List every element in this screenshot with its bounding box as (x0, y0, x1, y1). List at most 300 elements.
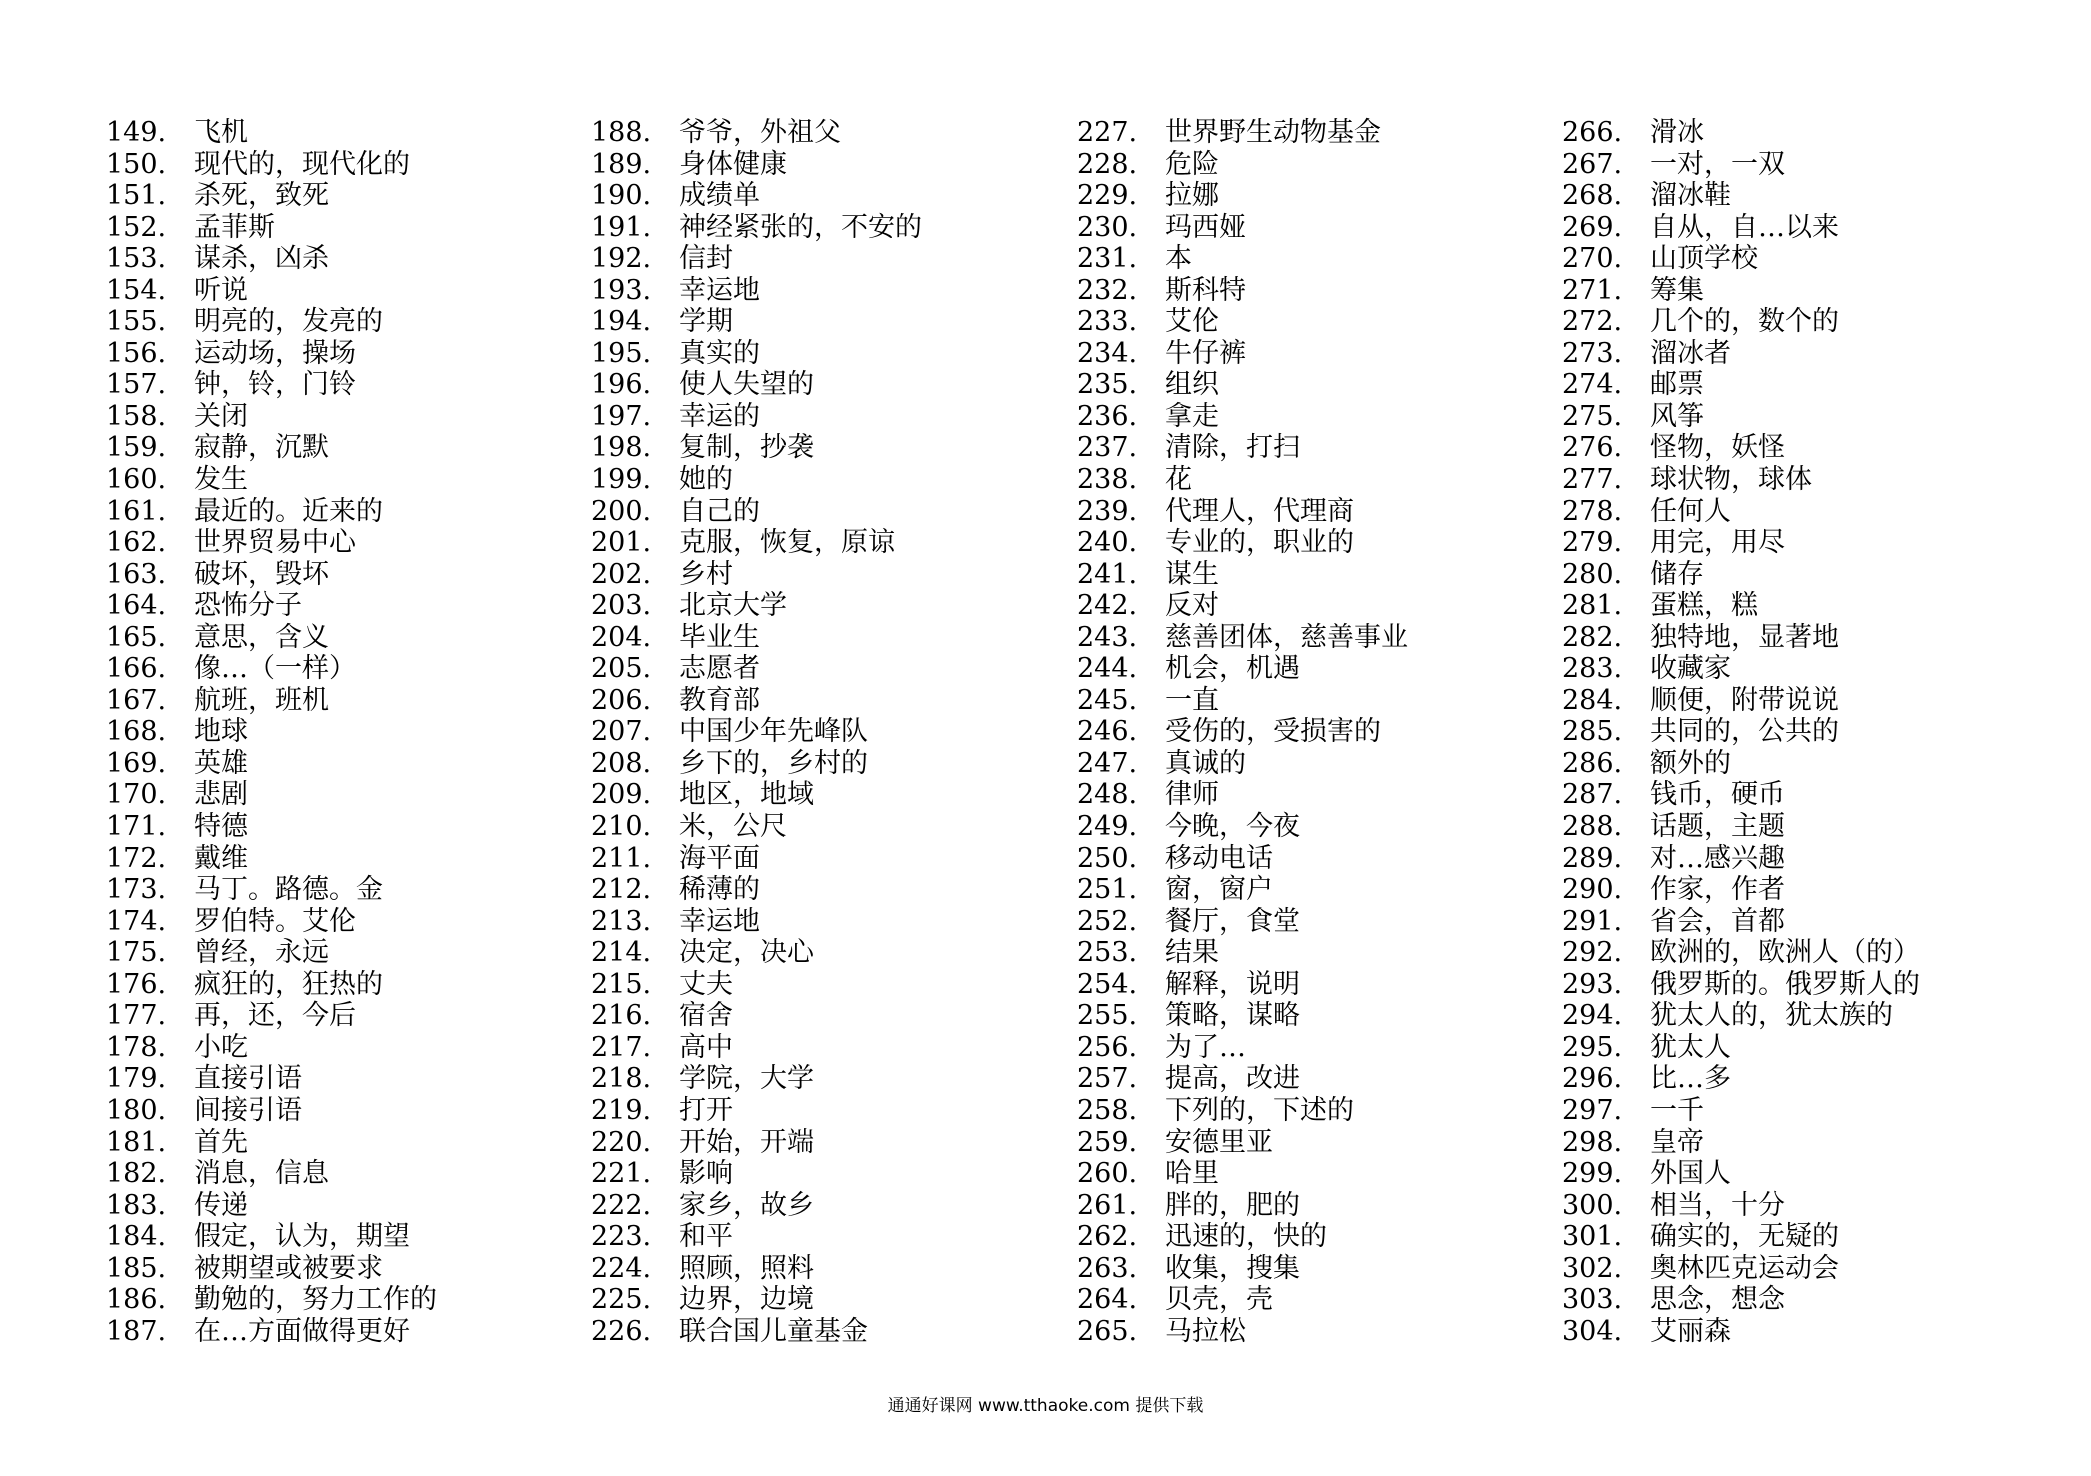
vocab-entry (1077, 275, 1557, 307)
entry-meaning: 收藏家 (1650, 653, 1731, 685)
entry-meaning: 自己的 (679, 495, 760, 527)
entry-number: 202. (591, 558, 652, 590)
entry-number: 249. (1077, 811, 1138, 843)
entry-number: 256. (1077, 1031, 1138, 1063)
vocab-entry (106, 906, 586, 938)
vocab-entry (106, 559, 586, 591)
entry-meaning: 幸运地 (679, 274, 760, 306)
entry-number: 247. (1077, 747, 1138, 779)
vocab-entry (106, 369, 586, 401)
entry-number: 234. (1077, 337, 1138, 369)
vocab-entry (106, 1000, 586, 1032)
entry-meaning: 顺便，附带说说 (1650, 684, 1839, 716)
vocab-entry (106, 275, 586, 307)
entry-meaning: 罗伯特。艾伦 (194, 905, 356, 937)
vocab-entry (591, 559, 1071, 591)
vocab-entry (591, 464, 1071, 496)
entry-meaning: 怪物，妖怪 (1650, 432, 1785, 464)
entry-number: 275. (1562, 400, 1623, 432)
vocab-entry (106, 1063, 586, 1095)
entry-meaning: 运动场，操场 (194, 337, 356, 369)
entry-meaning: 话题，主题 (1650, 811, 1785, 843)
entry-meaning: 钟，铃，门铃 (194, 369, 356, 401)
entry-meaning: 迅速的，快的 (1165, 1221, 1327, 1253)
entry-number: 243. (1077, 621, 1138, 653)
entry-meaning: 任何人 (1650, 495, 1731, 527)
vocab-entry (1077, 306, 1557, 338)
entry-meaning: 爷爷，外祖父 (679, 117, 841, 148)
entry-meaning: 马丁。路德。金 (194, 874, 383, 906)
vocab-entry (106, 748, 586, 780)
entry-number: 179. (106, 1063, 167, 1095)
entry-number: 204. (591, 621, 652, 653)
entry-number: 228. (1077, 148, 1138, 180)
vocab-entry (106, 590, 586, 622)
vocab-entry (1562, 1284, 2042, 1316)
entry-number: 200. (591, 495, 652, 527)
entry-number: 278. (1562, 495, 1623, 527)
vocab-entry (591, 432, 1071, 464)
vocab-entry (591, 212, 1071, 244)
entry-number: 261. (1077, 1189, 1138, 1221)
entry-meaning: 克服，恢复，原谅 (679, 527, 895, 559)
entry-meaning: 边界，边境 (679, 1284, 814, 1316)
entry-number: 267. (1562, 148, 1623, 180)
entry-meaning: 储存 (1650, 558, 1704, 590)
vocab-entry (591, 969, 1071, 1001)
vocab-entry (1562, 432, 2042, 464)
vocab-entry (1077, 212, 1557, 244)
entry-meaning: 谋杀，凶杀 (194, 243, 329, 275)
entry-meaning: 英雄 (194, 747, 248, 779)
entry-number: 304. (1562, 1315, 1623, 1347)
entry-number: 232. (1077, 274, 1138, 306)
vocab-entry (1077, 969, 1557, 1001)
entry-meaning: 律师 (1165, 779, 1219, 811)
entry-meaning: 地区，地域 (679, 779, 814, 811)
vocab-entry (106, 432, 586, 464)
entry-meaning: 破坏，毁坏 (194, 558, 329, 590)
vocab-entry (106, 243, 586, 275)
entry-meaning: 戴维 (194, 842, 248, 874)
entry-number: 172. (106, 842, 167, 874)
entry-number: 206. (591, 684, 652, 716)
entry-number: 251. (1077, 874, 1138, 906)
entry-number: 231. (1077, 243, 1138, 275)
entry-number: 239. (1077, 495, 1138, 527)
entry-number: 254. (1077, 968, 1138, 1000)
vocab-entry (1562, 685, 2042, 717)
entry-number: 265. (1077, 1315, 1138, 1347)
entry-meaning: 最近的。近来的 (194, 495, 383, 527)
entry-number: 225. (591, 1284, 652, 1316)
vocab-entry (106, 1158, 586, 1190)
vocab-entry (591, 369, 1071, 401)
vocab-entry (1077, 716, 1557, 748)
entry-number: 258. (1077, 1094, 1138, 1126)
entry-meaning: 曾经，永远 (194, 937, 329, 969)
vocab-entry (591, 906, 1071, 938)
entry-meaning: 省会，首都 (1650, 905, 1785, 937)
entry-number: 292. (1562, 937, 1623, 969)
vocab-entry (1077, 432, 1557, 464)
entry-number: 270. (1562, 243, 1623, 275)
entry-meaning: 结果 (1165, 937, 1219, 969)
entry-number: 294. (1562, 1000, 1623, 1032)
entry-number: 255. (1077, 1000, 1138, 1032)
entry-meaning: 邮票 (1650, 369, 1704, 401)
entry-meaning: 真诚的 (1165, 747, 1246, 779)
entry-meaning: 孟菲斯 (194, 211, 275, 243)
entry-meaning: 宿舍 (679, 1000, 733, 1032)
entry-number: 181. (106, 1126, 167, 1158)
entry-meaning: 用完，用尽 (1650, 527, 1785, 559)
entry-number: 186. (106, 1284, 167, 1316)
vocab-entry (106, 1190, 586, 1222)
entry-meaning: 一千 (1650, 1094, 1704, 1126)
vocab-entry (591, 874, 1071, 906)
entry-number: 149. (106, 117, 167, 148)
entry-meaning: 组织 (1165, 369, 1219, 401)
entry-number: 198. (591, 432, 652, 464)
entry-meaning: 被期望或被要求 (194, 1252, 383, 1284)
entry-meaning: 北京大学 (679, 590, 787, 622)
entry-number: 180. (106, 1094, 167, 1126)
entry-meaning: 俄罗斯的。俄罗斯人的 (1650, 968, 1920, 1000)
vocab-entry (106, 1095, 586, 1127)
entry-number: 213. (591, 905, 652, 937)
entry-number: 199. (591, 464, 652, 496)
entry-number: 219. (591, 1094, 652, 1126)
entry-number: 291. (1562, 905, 1623, 937)
entry-number: 166. (106, 653, 167, 685)
vocab-entry (106, 1032, 586, 1064)
entry-meaning: 代理人，代理商 (1165, 495, 1354, 527)
entry-meaning: 勤勉的，努力工作的 (194, 1284, 437, 1316)
entry-number: 266. (1562, 117, 1623, 148)
entry-meaning: 杀死，致死 (194, 180, 329, 212)
vocab-entry (591, 180, 1071, 212)
entry-number: 171. (106, 811, 167, 843)
entry-number: 221. (591, 1158, 652, 1190)
vocab-entry (591, 306, 1071, 338)
entry-meaning: 打开 (679, 1094, 733, 1126)
vocab-entry (1562, 1253, 2042, 1285)
entry-number: 288. (1562, 811, 1623, 843)
vocab-entry (1562, 1221, 2042, 1253)
entry-meaning: 直接引语 (194, 1063, 302, 1095)
entry-meaning: 恐怖分子 (194, 590, 302, 622)
entry-number: 190. (591, 180, 652, 212)
vocab-entry (1562, 496, 2042, 528)
entry-number: 257. (1077, 1063, 1138, 1095)
entry-meaning: 受伤的，受损害的 (1165, 716, 1381, 748)
vocab-entry (1562, 590, 2042, 622)
entry-number: 165. (106, 621, 167, 653)
entry-meaning: 溜冰鞋 (1650, 180, 1731, 212)
entry-number: 188. (591, 117, 652, 148)
entry-meaning: 几个的，数个的 (1650, 306, 1839, 338)
vocab-entry (591, 622, 1071, 654)
vocab-entry (1077, 464, 1557, 496)
entry-meaning: 真实的 (679, 337, 760, 369)
entry-number: 269. (1562, 211, 1623, 243)
vocab-entry (1077, 1158, 1557, 1190)
entry-number: 191. (591, 211, 652, 243)
vocab-entry (106, 716, 586, 748)
entry-number: 189. (591, 148, 652, 180)
vocab-entry (106, 149, 586, 181)
vocab-entry (1077, 1284, 1557, 1316)
page-footer: 通通好课网 www.tthaoke.com 提供下载 (887, 1396, 1204, 1416)
entry-number: 263. (1077, 1252, 1138, 1284)
entry-meaning: 今晚，今夜 (1165, 811, 1300, 843)
entry-meaning: 作家，作者 (1650, 874, 1785, 906)
entry-number: 177. (106, 1000, 167, 1032)
vocab-entry (106, 622, 586, 654)
entry-meaning: 地球 (194, 716, 248, 748)
vocab-entry (1562, 906, 2042, 938)
entry-meaning: 决定，决心 (679, 937, 814, 969)
vocab-entry (106, 338, 586, 370)
vocab-entry (106, 180, 586, 212)
vocab-entry (1077, 149, 1557, 181)
vocab-entry (1562, 969, 2042, 1001)
entry-number: 245. (1077, 684, 1138, 716)
entry-meaning: 相当，十分 (1650, 1189, 1785, 1221)
vocab-entry (1077, 653, 1557, 685)
entry-meaning: 和平 (679, 1221, 733, 1253)
entry-meaning: 稀薄的 (679, 874, 760, 906)
entry-number: 246. (1077, 716, 1138, 748)
entry-meaning: 她的 (679, 464, 733, 496)
vocab-entry (1562, 243, 2042, 275)
vocab-entry (591, 1190, 1071, 1222)
entry-meaning: 马拉松 (1165, 1315, 1246, 1347)
vocab-entry (1562, 1127, 2042, 1159)
entry-number: 300. (1562, 1189, 1623, 1221)
vocab-entry (1562, 1095, 2042, 1127)
entry-meaning: 开始，开端 (679, 1126, 814, 1158)
vocab-entry (591, 779, 1071, 811)
entry-meaning: 拉娜 (1165, 180, 1219, 212)
vocab-entry (1077, 590, 1557, 622)
entry-number: 226. (591, 1315, 652, 1347)
entry-number: 173. (106, 874, 167, 906)
entry-number: 155. (106, 306, 167, 338)
entry-meaning: 收集，搜集 (1165, 1252, 1300, 1284)
entry-number: 152. (106, 211, 167, 243)
entry-meaning: 策略，谋略 (1165, 1000, 1300, 1032)
entry-number: 214. (591, 937, 652, 969)
entry-number: 279. (1562, 527, 1623, 559)
entry-meaning: 照顾，照料 (679, 1252, 814, 1284)
entry-meaning: 艾丽森 (1650, 1315, 1731, 1347)
entry-meaning: 像…（一样） (194, 653, 356, 685)
entry-meaning: 筹集 (1650, 274, 1704, 306)
vocab-entry (591, 1158, 1071, 1190)
vocab-entry (106, 496, 586, 528)
entry-number: 178. (106, 1031, 167, 1063)
vocab-entry (591, 716, 1071, 748)
vocab-entry (1562, 811, 2042, 843)
entry-number: 195. (591, 337, 652, 369)
entry-meaning: 一对，一双 (1650, 148, 1785, 180)
entry-number: 157. (106, 369, 167, 401)
entry-number: 169. (106, 747, 167, 779)
vocab-entry (591, 496, 1071, 528)
vocab-entry (106, 937, 586, 969)
vocab-column-4 (1562, 117, 2042, 1347)
entry-meaning: 解释，说明 (1165, 968, 1300, 1000)
entry-number: 233. (1077, 306, 1138, 338)
entry-meaning: 对…感兴趣 (1650, 842, 1785, 874)
vocab-entry (591, 748, 1071, 780)
entry-number: 268. (1562, 180, 1623, 212)
entry-meaning: 安德里亚 (1165, 1126, 1273, 1158)
entry-meaning: 风筝 (1650, 400, 1704, 432)
entry-meaning: 反对 (1165, 590, 1219, 622)
entry-number: 215. (591, 968, 652, 1000)
vocab-entry (1077, 369, 1557, 401)
entry-meaning: 成绩单 (679, 180, 760, 212)
entry-number: 230. (1077, 211, 1138, 243)
vocab-entry (1562, 338, 2042, 370)
vocab-entry (1562, 937, 2042, 969)
entry-meaning: 关闭 (194, 400, 248, 432)
entry-number: 164. (106, 590, 167, 622)
vocab-entry (106, 306, 586, 338)
entry-meaning: 幸运的 (679, 400, 760, 432)
entry-number: 297. (1562, 1094, 1623, 1126)
entry-number: 271. (1562, 274, 1623, 306)
entry-meaning: 哈里 (1165, 1158, 1219, 1190)
vocab-entry (1077, 1221, 1557, 1253)
entry-number: 209. (591, 779, 652, 811)
entry-meaning: 教育部 (679, 684, 760, 716)
entry-meaning: 联合国儿童基金 (679, 1315, 868, 1347)
entry-meaning: 移动电话 (1165, 842, 1273, 874)
vocab-column-2 (591, 117, 1071, 1347)
entry-meaning: 信封 (679, 243, 733, 275)
entry-meaning: 斯科特 (1165, 274, 1246, 306)
vocab-entry (1562, 306, 2042, 338)
entry-meaning: 犹太人的，犹太族的 (1650, 1000, 1893, 1032)
entry-number: 280. (1562, 558, 1623, 590)
entry-number: 259. (1077, 1126, 1138, 1158)
entry-meaning: 现代的，现代化的 (194, 148, 410, 180)
entry-meaning: 外国人 (1650, 1158, 1731, 1190)
vocab-entry (591, 1316, 1071, 1348)
vocab-entry (591, 937, 1071, 969)
vocab-entry (1077, 748, 1557, 780)
vocab-entry (1077, 338, 1557, 370)
vocab-entry (591, 338, 1071, 370)
entry-number: 154. (106, 274, 167, 306)
entry-number: 161. (106, 495, 167, 527)
vocab-entry (106, 843, 586, 875)
entry-number: 253. (1077, 937, 1138, 969)
entry-number: 185. (106, 1252, 167, 1284)
entry-number: 208. (591, 747, 652, 779)
vocab-entry (1562, 1032, 2042, 1064)
vocab-entry (1562, 716, 2042, 748)
entry-meaning: 寂静，沉默 (194, 432, 329, 464)
vocab-entry (1562, 843, 2042, 875)
entry-number: 174. (106, 905, 167, 937)
entry-number: 168. (106, 716, 167, 748)
entry-number: 282. (1562, 621, 1623, 653)
entry-meaning: 复制，抄袭 (679, 432, 814, 464)
vocab-entry (106, 401, 586, 433)
vocab-entry (1077, 1190, 1557, 1222)
entry-meaning: 机会，机遇 (1165, 653, 1300, 685)
entry-meaning: 消息，信息 (194, 1158, 329, 1190)
entry-number: 217. (591, 1031, 652, 1063)
entry-number: 205. (591, 653, 652, 685)
vocab-entry (106, 527, 586, 559)
entry-meaning: 滑冰 (1650, 117, 1704, 148)
entry-number: 184. (106, 1221, 167, 1253)
vocab-entry (106, 969, 586, 1001)
vocab-entry (1562, 149, 2042, 181)
vocab-entry (1562, 117, 2042, 149)
entry-meaning: 窗，窗户 (1165, 874, 1273, 906)
entry-meaning: 意思，含义 (194, 621, 329, 653)
vocab-entry (106, 117, 586, 149)
vocab-entry (1077, 1316, 1557, 1348)
vocab-entry (591, 1284, 1071, 1316)
entry-meaning: 艾伦 (1165, 306, 1219, 338)
entry-number: 197. (591, 400, 652, 432)
entry-number: 176. (106, 968, 167, 1000)
vocab-entry (1077, 906, 1557, 938)
vocab-entry (1077, 527, 1557, 559)
vocab-entry (1077, 779, 1557, 811)
vocab-entry (591, 1127, 1071, 1159)
entry-number: 156. (106, 337, 167, 369)
vocab-entry (591, 149, 1071, 181)
entry-meaning: 独特地，显著地 (1650, 621, 1839, 653)
entry-meaning: 欧洲的，欧洲人（的） (1650, 937, 1920, 969)
entry-number: 250. (1077, 842, 1138, 874)
entry-number: 276. (1562, 432, 1623, 464)
vocab-entry (1562, 653, 2042, 685)
entry-number: 281. (1562, 590, 1623, 622)
entry-meaning: 神经紧张的，不安的 (679, 211, 922, 243)
entry-number: 192. (591, 243, 652, 275)
entry-number: 175. (106, 937, 167, 969)
vocab-entry (1562, 212, 2042, 244)
entry-meaning: 餐厅，食堂 (1165, 905, 1300, 937)
entry-meaning: 传递 (194, 1189, 248, 1221)
vocab-entry (1077, 1000, 1557, 1032)
entry-meaning: 再，还，今后 (194, 1000, 356, 1032)
entry-meaning: 自从，自…以来 (1650, 211, 1839, 243)
vocab-entry (1077, 874, 1557, 906)
entry-meaning: 毕业生 (679, 621, 760, 653)
entry-number: 299. (1562, 1158, 1623, 1190)
entry-meaning: 丈夫 (679, 968, 733, 1000)
entry-meaning: 海平面 (679, 842, 760, 874)
entry-meaning: 使人失望的 (679, 369, 814, 401)
vocab-entry (106, 874, 586, 906)
vocab-entry (1077, 1063, 1557, 1095)
vocab-entry (106, 1221, 586, 1253)
entry-meaning: 奥林匹克运动会 (1650, 1252, 1839, 1284)
entry-meaning: 皇帝 (1650, 1126, 1704, 1158)
entry-meaning: 高中 (679, 1031, 733, 1063)
